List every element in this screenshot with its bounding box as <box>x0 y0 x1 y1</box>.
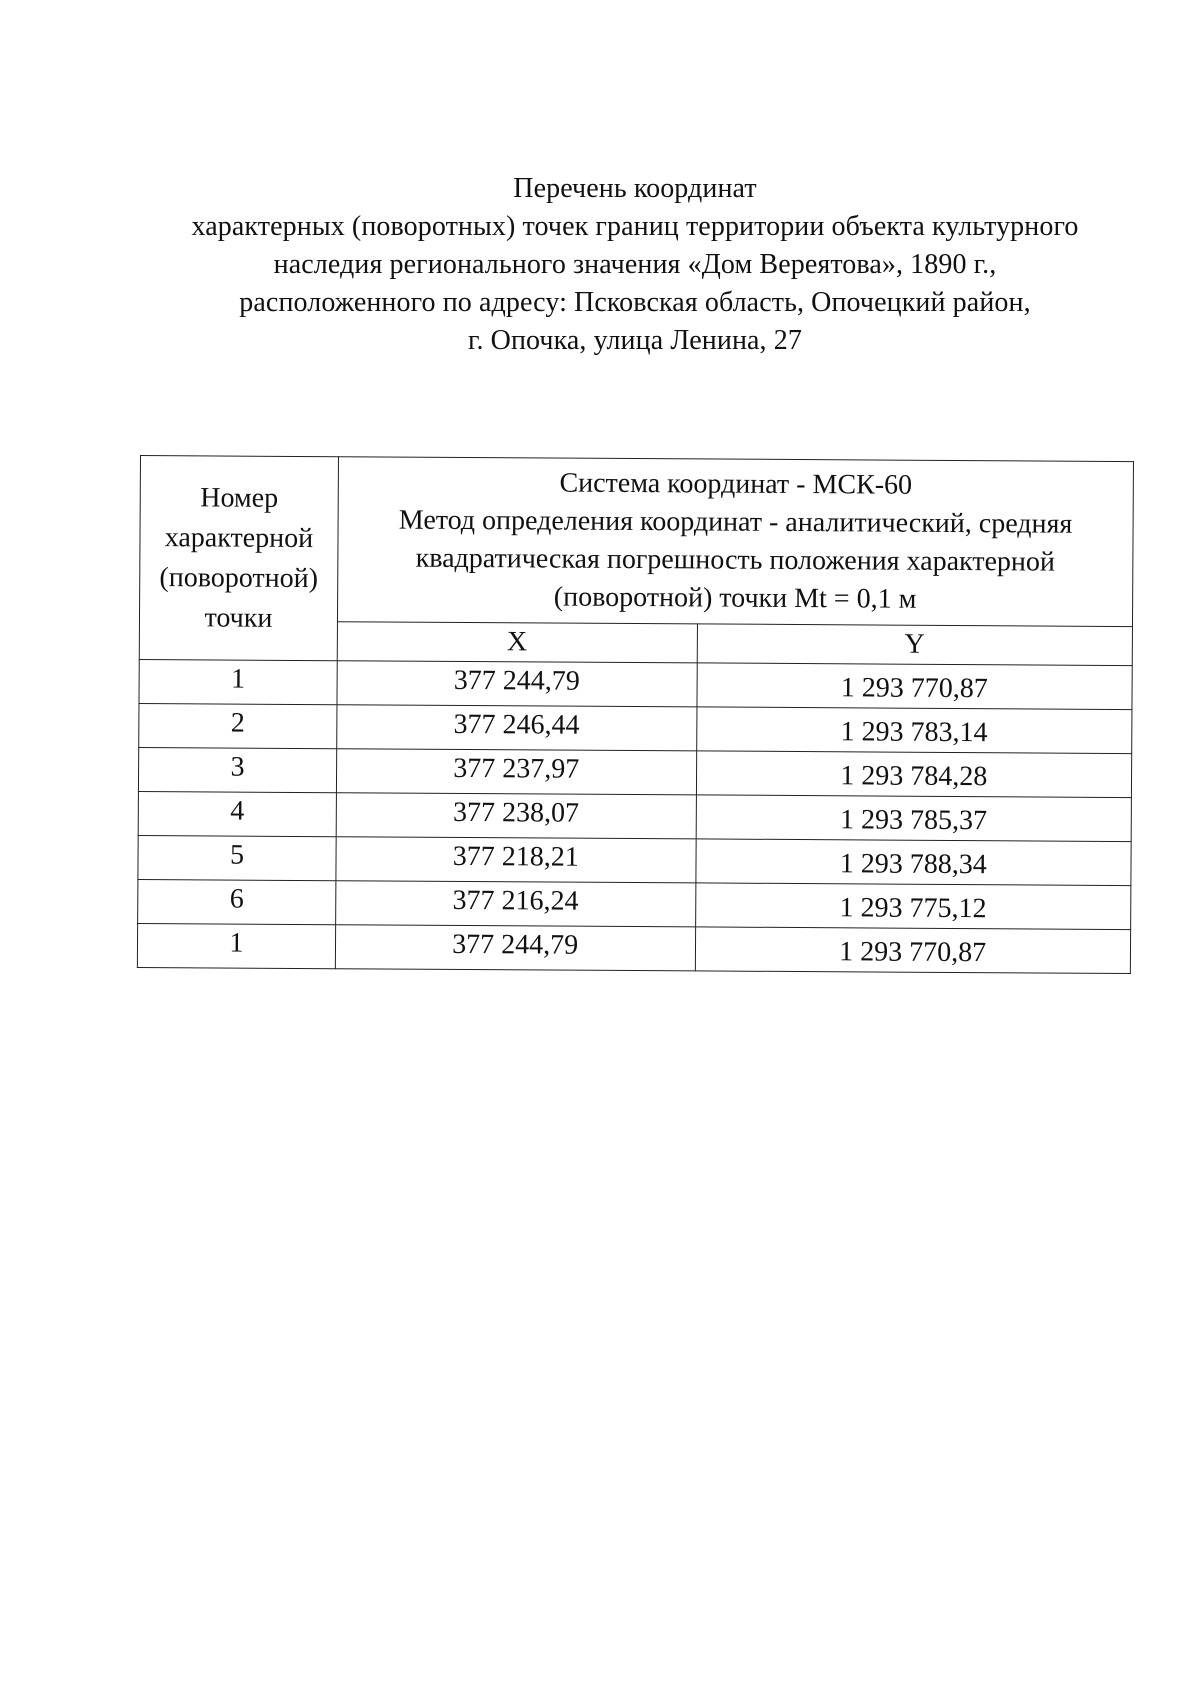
point-number-cell: 1 <box>137 923 335 968</box>
coordinates-table <box>137 455 1134 974</box>
point-number-header-line: Номер <box>200 481 279 514</box>
y-coordinate-cell: 1 293 775,12 <box>695 883 1131 930</box>
x-coordinate-cell: 377 218,21 <box>336 837 696 883</box>
x-coordinate-cell: 377 244,79 <box>335 925 695 971</box>
y-coordinate-cell: 1 293 788,34 <box>695 839 1131 886</box>
table-row <box>139 703 1132 753</box>
point-number-cell: 4 <box>138 791 336 836</box>
x-column-header: X <box>337 622 697 663</box>
coordinate-system-header <box>337 457 1133 627</box>
heading-line-4: расположенного по адресу: Псковская область, Опочецкий район, <box>239 287 1031 318</box>
point-number-header-line: (поворотной) <box>159 561 319 594</box>
heading-line-title: Перечень координат <box>513 173 757 204</box>
heading-line-5: г. Опочка, улица Ленина, 27 <box>468 325 802 356</box>
y-column-header: Y <box>697 624 1133 666</box>
point-number-cell: 5 <box>138 835 336 880</box>
method-description-line: квадратическая погрешность положения характерной <box>415 542 1056 578</box>
y-coordinate-cell: 1 293 770,87 <box>695 927 1131 974</box>
table-row <box>139 659 1132 709</box>
x-coordinate-cell: 377 238,07 <box>336 793 696 839</box>
table-row <box>138 747 1131 797</box>
table-row <box>138 879 1131 929</box>
document-heading <box>150 170 1120 360</box>
y-coordinate-cell: 1 293 784,28 <box>696 751 1132 798</box>
table-row <box>137 923 1130 973</box>
point-number-cell: 3 <box>138 747 336 792</box>
table-header-row <box>139 456 1133 627</box>
point-number-header-line: характерной <box>164 521 314 554</box>
y-coordinate-cell: 1 293 785,37 <box>696 795 1132 842</box>
method-description-line: Метод определения координат - аналитический, средняя <box>398 504 1073 540</box>
point-number-cell: 2 <box>139 703 337 748</box>
table-row <box>138 791 1131 841</box>
x-coordinate-cell: 377 237,97 <box>336 749 696 795</box>
x-coordinate-cell: 377 244,79 <box>337 661 697 707</box>
y-coordinate-cell: 1 293 770,87 <box>696 663 1132 710</box>
heading-line-2: характерных (поворотных) точек границ территории объекта культурного <box>191 211 1079 242</box>
point-number-header <box>139 456 338 661</box>
heading-line-3: наследия регионального значения «Дом Вереятова», 1890 г., <box>273 249 997 280</box>
table-row <box>138 835 1131 885</box>
x-coordinate-cell: 377 246,44 <box>337 705 697 751</box>
point-number-cell: 1 <box>139 659 337 704</box>
method-description-line: (поворотной) точки Mt = 0,1 м <box>553 581 917 615</box>
point-number-header-line: точки <box>204 601 273 634</box>
x-coordinate-cell: 377 216,24 <box>336 881 696 927</box>
coordinate-system-name: Система координат - МСК-60 <box>559 467 913 501</box>
point-number-cell: 6 <box>138 879 336 924</box>
y-coordinate-cell: 1 293 783,14 <box>696 707 1132 754</box>
